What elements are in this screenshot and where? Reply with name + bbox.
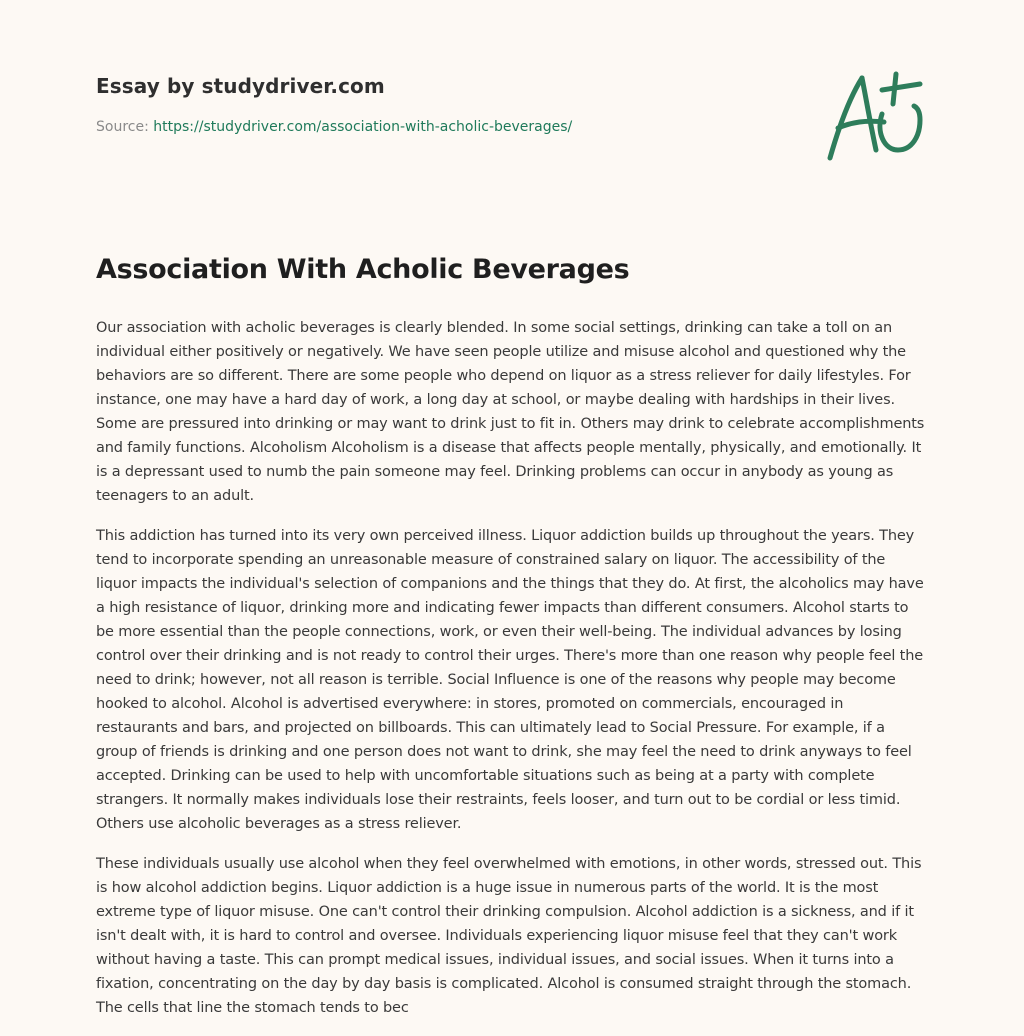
source-line — [96, 119, 796, 135]
essay-paragraph: Our association with acholic beverages is clearly blended. In some social settings, drinking can take a toll on an individual either positively or negatively. We have seen people utilize and misuse alcohol and questioned why the behaviors are so different. There are some people who depend on liquor as a stress reliever for daily lifestyles. For instance, one may have a hard day of work, a long day at school, or maybe dealing with hardships in their lives. Some are pressured into drinking or may want to drink just to fit in. Others may drink to celebrate accomplishments and family functions. Alcoholism Alcoholism is a disease that affects people mentally, physically, and emotionally. It is a depressant used to numb the pain someone may feel. Drinking problems can occur in anybody as young as teenagers to an adult. — [96, 320, 925, 504]
essay-body — [96, 316, 928, 1036]
source-link[interactable]: https://studydriver.com/association-with-acholic-beverages/ — [153, 119, 573, 135]
source-label: Source: — [96, 119, 154, 135]
essay-paragraph: This addiction has turned into its very own perceived illness. Liquor addiction builds up throughout the years. They tend to incorporate spending an unreasonable measure of constrained salary on liquor. The accessibility of the liquor impacts the individual's selection of companions and the things that they do. At first, the alcoholics may have a high resistance of liquor, drinking more and indicating fewer impacts than different consumers. Alcohol starts to be more essential than the people connections, work, or even their well-being. The individual advances by losing control over their drinking and is not ready to control their urges. There's more than one reason why people feel the need to drink; however, not all reason is terrible. Social Influence is one of the reasons why people may become hooked to alcohol. Alcohol is advertised everywhere: in stores, promoted on commercials, encouraged in restaurants and bars, and projected on billboards. This can ultimately lead to Social Pressure. For example, if a group of friends is drinking and one person does not want to drink, she may feel the need to drink anyways to feel accepted. Drinking can be used to help with uncomfortable situations such as being at a party with complete strangers. It normally makes individuals lose their restraints, feels looser, and turn out to be cordial or less timid. Others use alcoholic beverages as a stress reliever. — [96, 528, 924, 832]
brand-title: Essay by studydriver.com — [96, 74, 385, 98]
essay-title: Association With Acholic Beverages — [96, 254, 630, 285]
essay-header — [96, 74, 796, 135]
a-plus-logo-icon — [824, 70, 928, 162]
essay-paragraph: These individuals usually use alcohol when they feel overwhelmed with emotions, in other words, stressed out. This is how alcohol addiction begins. Liquor addiction is a huge issue in numerous parts of the world. It is the most extreme type of liquor misuse. One can't control their drinking compulsion. Alcohol addiction is a sickness, and if it isn't dealt with, it is hard to control and oversee. Individuals experiencing liquor misuse feel that they can't work without having a taste. This can prompt medical issues, individual issues, and social issues. When it turns into a fixation, concentrating on the day by day basis is complicated. Alcohol is consumed straight through the stomach. The cells that line the stomach tends to bec — [96, 856, 922, 1016]
